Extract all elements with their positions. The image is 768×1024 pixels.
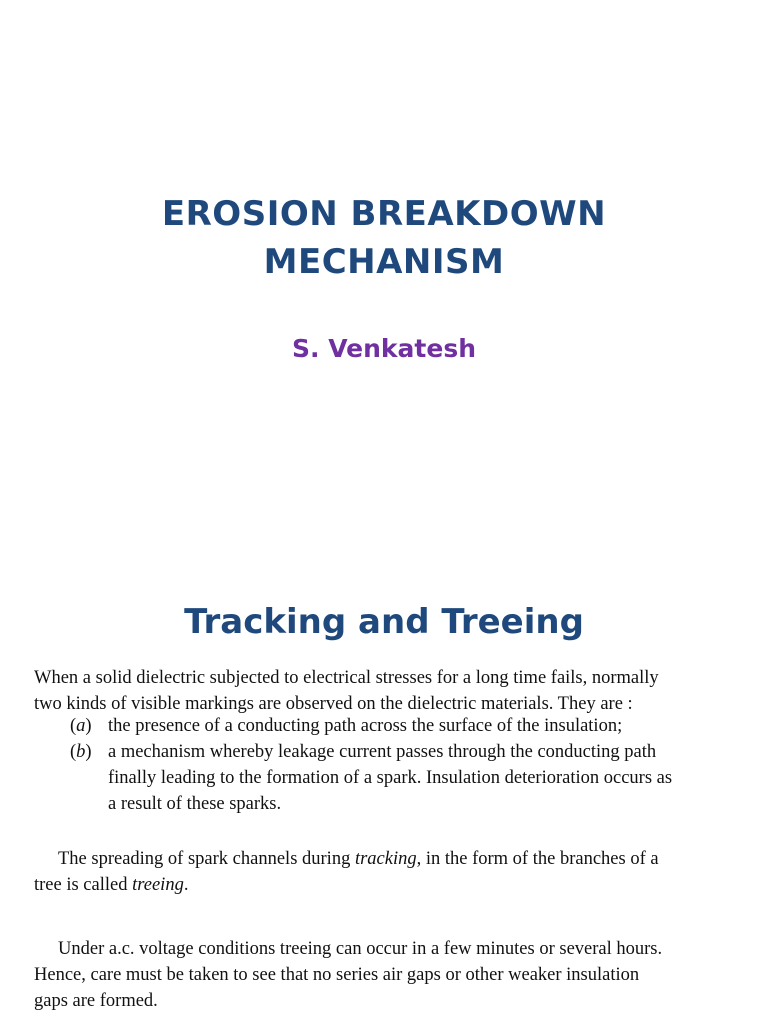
list-marker-a: (a) [70, 716, 92, 736]
title-line-2: MECHANISM [263, 242, 505, 282]
markings-list [70, 713, 760, 817]
ac-line-1: Under a.c. voltage conditions treeing can occur in a few minutes or several hours. [58, 939, 663, 959]
list-text-b [108, 739, 760, 817]
ac-line-3: gaps are formed. [34, 991, 158, 1011]
ac-voltage-paragraph [34, 936, 754, 1014]
item-b-line-3: a result of these sparks. [108, 794, 282, 814]
author-name: S. Venkatesh [291, 334, 477, 363]
list-item-b [70, 739, 760, 817]
treeing-line-2: tree is called treeing. [34, 875, 189, 895]
content-slide [0, 576, 768, 1024]
term-tracking: tracking [354, 849, 417, 869]
slide-title [0, 190, 768, 286]
item-b-line-1: a mechanism whereby leakage current passes through the conducting path [108, 742, 657, 762]
title-line-1: EROSION BREAKDOWN [161, 194, 607, 234]
term-treeing: treeing [132, 875, 184, 895]
intro-line-1: When a solid dielectric subjected to electrical stresses for a long time fails, normally [34, 668, 659, 688]
content-heading: Tracking and Treeing [184, 602, 584, 642]
list-marker-b: (b) [70, 742, 92, 762]
intro-line-2: two kinds of visible markings are observed on the dielectric materials. They are : [34, 694, 633, 714]
item-a-line-1: the presence of a conducting path across the surface of the insulation; [108, 716, 623, 736]
intro-paragraph [34, 665, 754, 717]
list-item-a [70, 713, 760, 739]
treeing-line-1: The spreading of spark channels during tracking, in the form of the branches of a [58, 849, 659, 869]
treeing-paragraph [34, 846, 754, 898]
ac-line-2: Hence, care must be taken to see that no series air gaps or other weaker insulation [34, 965, 640, 985]
list-text-a [108, 713, 760, 739]
item-b-line-2: finally leading to the formation of a spark. Insulation deterioration occurs as [108, 768, 673, 788]
